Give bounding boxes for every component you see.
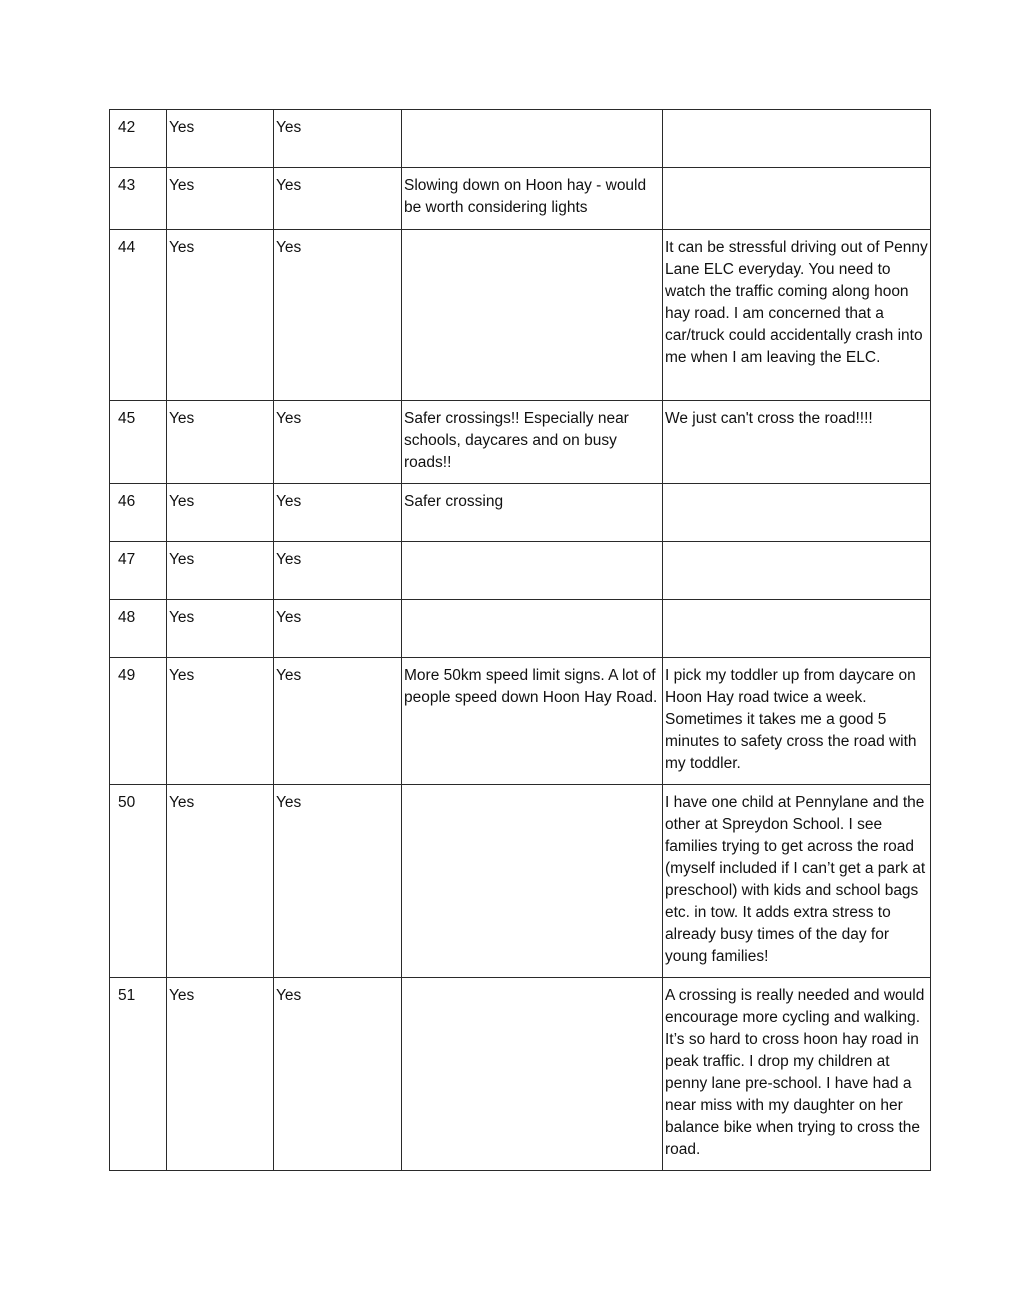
answer-cell: Yes [274,600,402,658]
response-number: 49 [110,658,167,785]
answer-cell: Yes [274,230,402,401]
comment-cell [663,484,931,542]
table-row [110,230,931,401]
suggestion-cell [402,978,663,1171]
table-row [110,658,931,785]
table-row [110,484,931,542]
table-row [110,401,931,484]
answer-cell: Yes [274,542,402,600]
table-row [110,600,931,658]
suggestion-cell [402,785,663,978]
answer-cell: Yes [274,484,402,542]
comment-cell [663,168,931,230]
answer-cell: Yes [274,658,402,785]
response-number: 42 [110,110,167,168]
answer-cell: Yes [167,600,274,658]
answer-cell: Yes [167,230,274,401]
comment-cell: It can be stressful driving out of Penny Lane ELC everyday. You need to watch the traffic coming along hoon hay road. I am concerned that a car/truck could accidentally crash into me when I am leaving the ELC. [663,230,931,401]
response-number: 47 [110,542,167,600]
table-row [110,785,931,978]
comment-cell: I pick my toddler up from daycare on Hoon Hay road twice a week. Sometimes it takes me a good 5 minutes to safety cross the road with my toddler. [663,658,931,785]
comment-cell [663,110,931,168]
comment-cell: We just can't cross the road!!!! [663,401,931,484]
response-number: 45 [110,401,167,484]
answer-cell: Yes [274,401,402,484]
comment-cell: A crossing is really needed and would encourage more cycling and walking. It’s so hard to cross hoon hay road in peak traffic. I drop my children at penny lane pre-school. I have had a near miss with my daughter on her balance bike when trying to cross the road. [663,978,931,1171]
table-row [110,542,931,600]
answer-cell: Yes [274,978,402,1171]
response-number: 46 [110,484,167,542]
answer-cell: Yes [167,110,274,168]
table-row [110,978,931,1171]
response-number: 50 [110,785,167,978]
answer-cell: Yes [167,401,274,484]
response-number: 44 [110,230,167,401]
suggestion-cell [402,110,663,168]
answer-cell: Yes [274,168,402,230]
suggestion-cell: More 50km speed limit signs. A lot of people speed down Hoon Hay Road. [402,658,663,785]
answer-cell: Yes [167,978,274,1171]
response-number: 48 [110,600,167,658]
answer-cell: Yes [167,168,274,230]
answer-cell: Yes [167,542,274,600]
suggestion-cell: Safer crossings!! Especially near schools, daycares and on busy roads!! [402,401,663,484]
table-row [110,110,931,168]
comment-cell: I have one child at Pennylane and the other at Spreydon School. I see families trying to get across the road (myself included if I can’t get a park at preschool) with kids and school bags etc. in tow. It adds extra stress to already busy times of the day for young families! [663,785,931,978]
answer-cell: Yes [167,658,274,785]
suggestion-cell: Safer crossing [402,484,663,542]
answer-cell: Yes [167,484,274,542]
suggestion-cell [402,542,663,600]
answer-cell: Yes [167,785,274,978]
suggestion-cell [402,230,663,401]
response-number: 43 [110,168,167,230]
suggestion-cell [402,600,663,658]
suggestion-cell: Slowing down on Hoon hay - would be worth considering lights [402,168,663,230]
answer-cell: Yes [274,785,402,978]
comment-cell [663,542,931,600]
survey-responses-table [109,109,931,1171]
answer-cell: Yes [274,110,402,168]
comment-cell [663,600,931,658]
response-number: 51 [110,978,167,1171]
table-row [110,168,931,230]
